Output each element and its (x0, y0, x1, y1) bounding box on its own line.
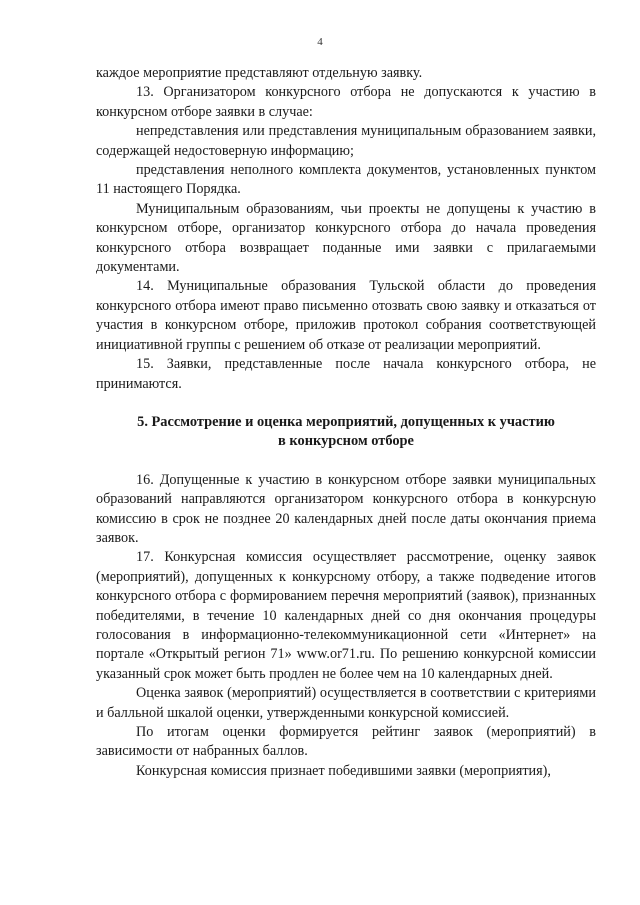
page-number: 4 (317, 36, 323, 48)
paragraph: непредставления или представления муниципальным образованием заявки, содержащей недостоверную информацию; (96, 123, 596, 159)
paragraph: 16. Допущенные к участию в конкурсном отборе заявки муниципальных образований направляются организатором конкурсного отбора в конкурсную комиссию в срок не позднее 20 календарных дней после даты окончания приема заявок. (96, 471, 596, 546)
paragraph: 17. Конкурсная комиссия осуществляет рассмотрение, оценку заявок (мероприятий), допущенных к конкурсному отбору, а также подведение итогов конкурсного отбора с формированием перечня мероприятий (заявок), признанных победителями, в течение 10 календарных дней со дня окончания процедуры голосования в информационно-телекоммуникационной сети «Интернет» на портале «Открытый регион 71» www.or71.ru. По решению конкурсной комиссии указанный срок может быть продлен не более чем на 10 календарных дней. (96, 549, 596, 682)
document-body (96, 64, 596, 781)
paragraph: каждое мероприятие представляют отдельную заявку. (96, 65, 423, 81)
paragraphs-top (96, 64, 596, 394)
paragraph: Конкурсная комиссия признает победившими заявки (мероприятия), (136, 762, 551, 779)
section-heading-line: 5. Рассмотрение и оценка мероприятий, допущенных к участию (137, 413, 555, 430)
paragraph: представления неполного комплекта документов, установленных пунктом 11 настоящего Порядка. (96, 162, 596, 198)
paragraph: По итогам оценки формируется рейтинг заявок (мероприятий) в зависимости от набранных баллов. (96, 724, 596, 760)
paragraphs-bottom (96, 471, 596, 782)
paragraph: 13. Организатором конкурсного отбора не допускаются к участию в конкурсном отборе заявки в случае: (96, 84, 596, 120)
paragraph: Оценка заявок (мероприятий) осуществляется в соответствии с критериями и балльной шкалой оценки, утвержденными конкурсной комиссией. (96, 685, 596, 721)
paragraph: 15. Заявки, представленные после начала конкурсного отбора, не принимаются. (96, 356, 596, 392)
paragraph: 14. Муниципальные образования Тульской области до проведения конкурсного отбора имеют право письменно отозвать свою заявку и отказаться от участия в конкурсном отборе, приложив протокол собрания соответствующей инициативной группы с решением об отказе от реализации мероприятий. (96, 278, 596, 353)
section-heading (96, 413, 596, 452)
paragraph: Муниципальным образованиям, чьи проекты не допущены к участию в конкурсном отборе, организатор конкурсного отбора до начала проведения конкурсного отбора возвращает поданные ими заявки с прилагаемыми документами. (96, 200, 596, 276)
section-heading-line: в конкурсном отборе (278, 433, 414, 450)
